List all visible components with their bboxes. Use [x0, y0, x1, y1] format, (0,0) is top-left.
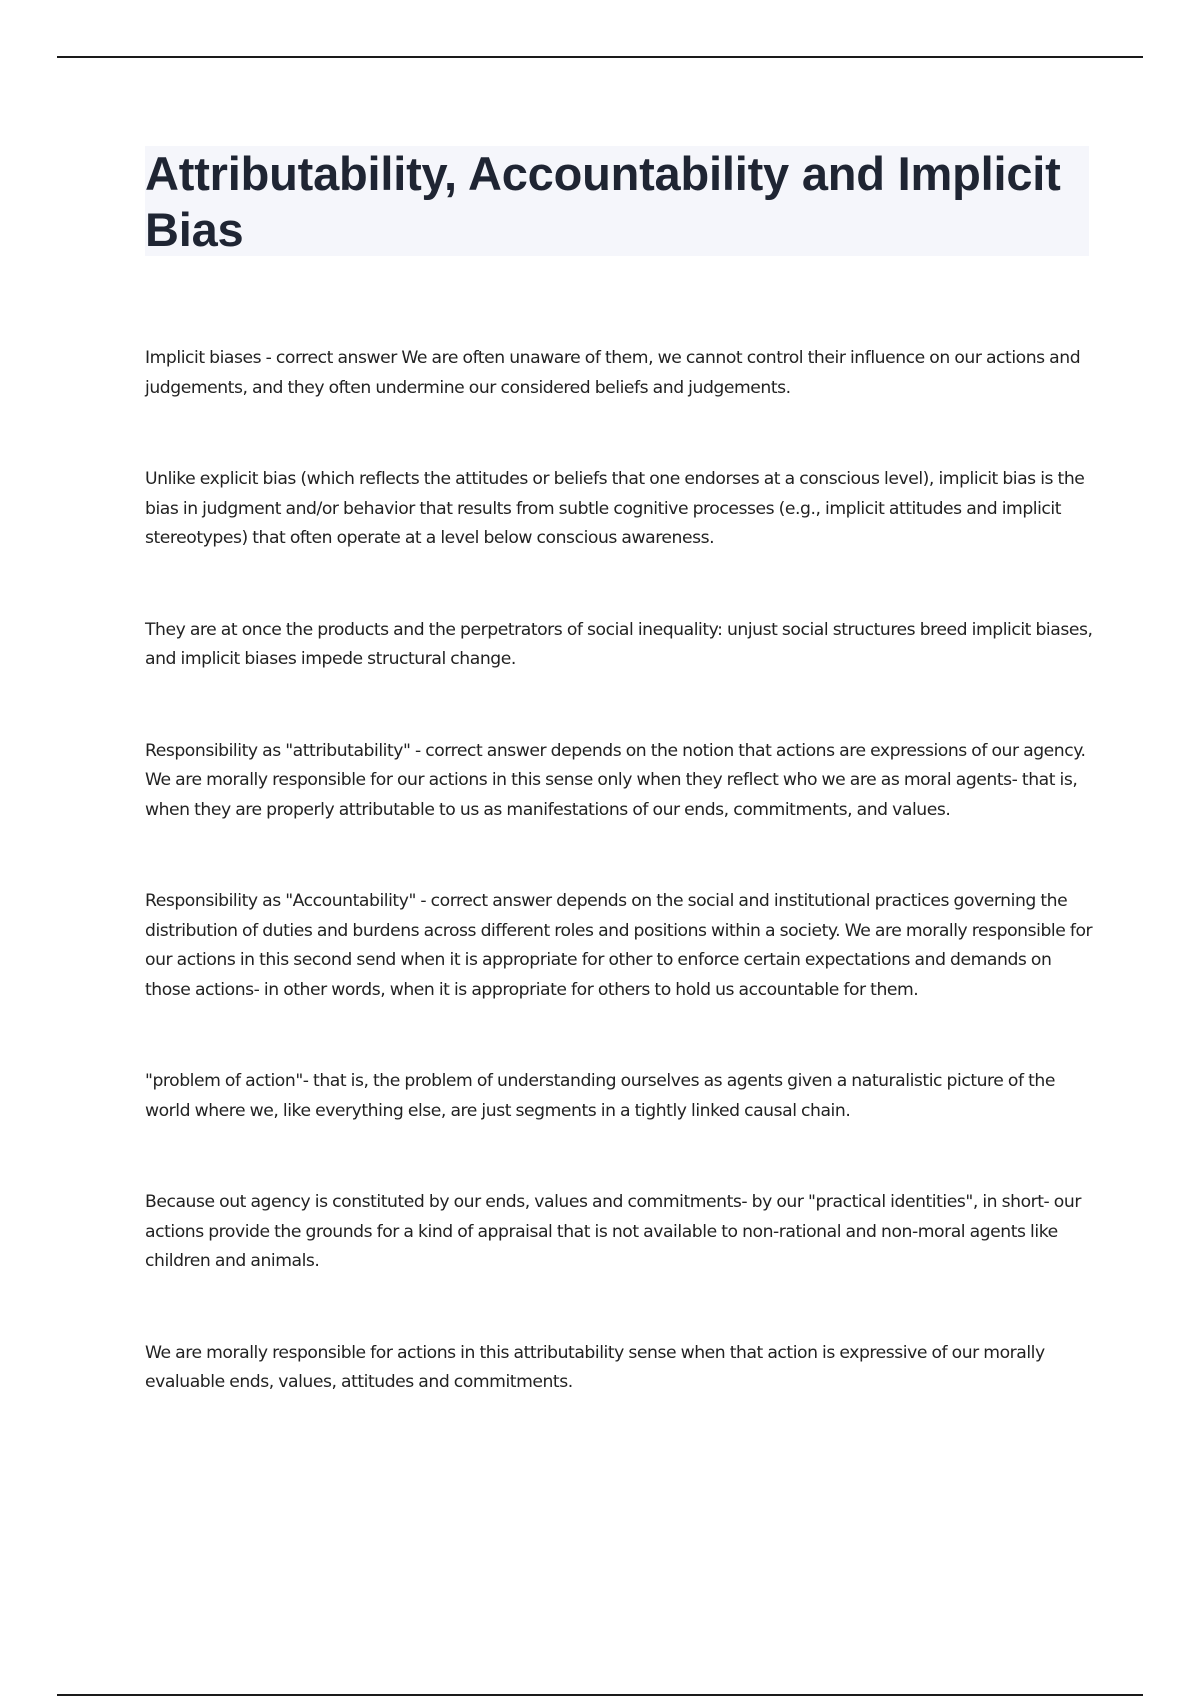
paragraph-explicit-vs-implicit: Unlike explicit bias (which reflects the attitudes or beliefs that one endorses at a conscious level), implicit bias is the bias in judgment and/or behavior that results from subtle cognitive processes (e.g., implicit attitudes and implicit stereotypes) that often operate at a level below conscious awareness.	[145, 469, 1085, 548]
paragraph-moral-responsibility: We are morally responsible for actions in this attributability sense when that action is expressive of our morally evaluable ends, values, attitudes and commitments.	[145, 1342, 1045, 1392]
title-block	[145, 146, 1089, 256]
bottom-rule	[57, 1694, 1143, 1696]
document-title: Attributability, Accountability and Implicit Bias	[145, 147, 1061, 256]
paragraph-accountability: Responsibility as "Accountability" - correct answer depends on the social and institutional practices governing the distribution of duties and burdens across different roles and positions within a society. We are morally responsible for our actions in this second send when it is appropriate for other to enforce certain expectations and demands on those actions- in other words, when it is appropriate for others to hold us accountable for them.	[145, 891, 1093, 1000]
document-body	[145, 344, 1093, 1460]
paragraph-social-inequality: They are at once the products and the perpetrators of social inequality: unjust social structures breed implicit biases, and implicit biases impede structural change.	[145, 619, 1093, 669]
top-rule	[57, 56, 1143, 58]
paragraph-implicit-biases: Implicit biases - correct answer We are often unaware of them, we cannot control their influence on our actions and judgements, and they often undermine our considered beliefs and judgements.	[145, 348, 1081, 398]
paragraph-attributability: Responsibility as "attributability" - correct answer depends on the notion that actions are expressions of our agency. We are morally responsible for our actions in this sense only when they reflect who we are as moral agents- that is, when they are properly attributable to us as manifestations of our ends, commitments, and values.	[145, 740, 1086, 820]
paragraph-problem-of-action: "problem of action"- that is, the problem of understanding ourselves as agents given a naturalistic picture of the world where we, like everything else, are just segments in a tightly linked causal chain.	[145, 1071, 1055, 1121]
paragraph-practical-identities: Because out agency is constituted by our ends, values and commitments- by our "practical identities", in short- our actions provide the grounds for a kind of appraisal that is not available to non-rational and non-moral agents like children and animals.	[145, 1192, 1081, 1271]
